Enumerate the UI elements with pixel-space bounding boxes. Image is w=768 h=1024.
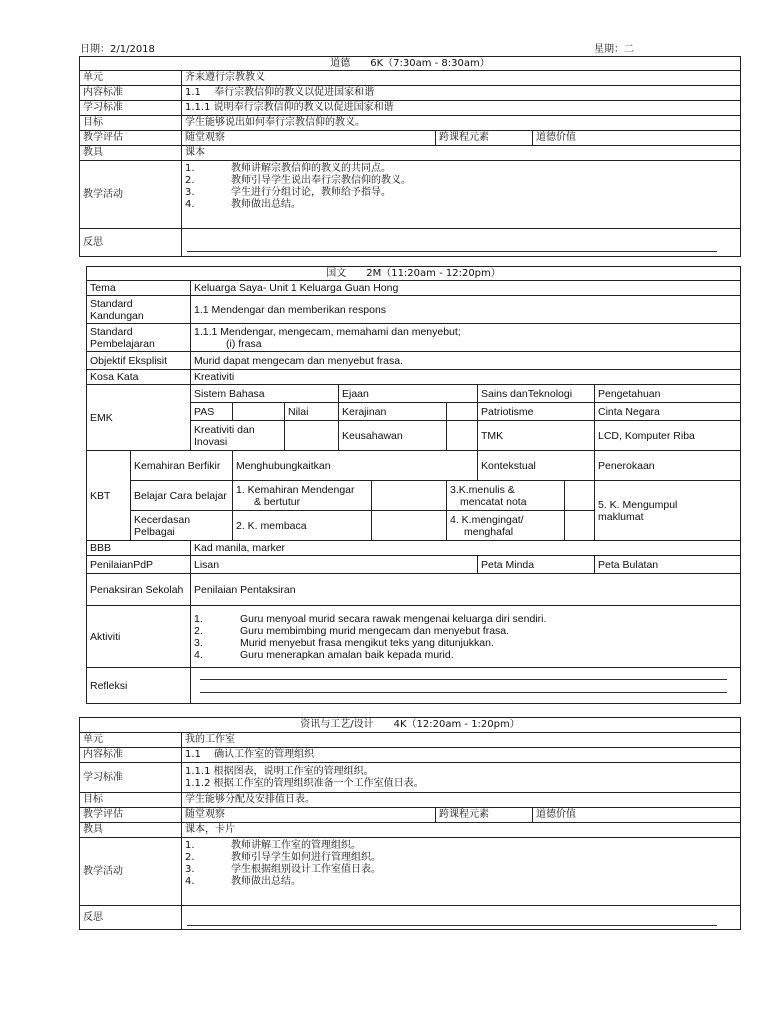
emk-kreativiti-inovasi: Kreativiti dan Inovasi (191, 421, 285, 451)
label-reflection: 反思 (80, 229, 182, 257)
emk-patriotisme: Patriotisme (478, 403, 595, 421)
emk-keusahawan: Keusahawan (339, 421, 447, 451)
pdp-peta-minda: Peta Minda (478, 556, 595, 574)
moral-unit: 齐来遵行宗教教义 (182, 71, 741, 86)
emk-pas-value (233, 403, 285, 421)
malay-aktiviti (191, 606, 741, 668)
kbt-kemahiran-berfikir: Kemahiran Berfikir (131, 451, 233, 481)
emk-sains-teknologi: Sains danTeknologi (478, 385, 595, 403)
kbt-menulis: 3.K.menulis & mencatat nota (447, 481, 565, 511)
label-penilaian-pdp: PenilaianPdP (87, 556, 191, 574)
ict-unit: 我的工作室 (182, 733, 741, 748)
ict-reflection[interactable] (182, 906, 741, 930)
malay-title: 国文 2M（11:20am - 12:20pm） (87, 267, 741, 281)
ict-objective: 学生能够分配及安排值日表。 (182, 793, 741, 808)
label-sp: Standard Pembelajaran (87, 324, 191, 352)
malay-refleksi[interactable] (191, 668, 741, 704)
label-learning: 学习标准 (80, 101, 182, 116)
kbt-kecerdasan-pelbagai: Kecerdasan Pelbagai (131, 511, 233, 541)
activity-item: 3. 学生进行分组讨论，教师给予指导。 (185, 187, 391, 198)
label-activities: 教学活动 (80, 161, 182, 229)
label-kk: Kosa Kata (87, 370, 191, 385)
emk-nilai: Nilai (285, 403, 339, 421)
activity-item: 1. 教师讲解宗教信仰的教义的共同点。 (185, 163, 391, 174)
label-tema: Tema (87, 281, 191, 296)
moral-aids: 课本 (182, 146, 741, 161)
ict-aids: 课本，卡片 (182, 823, 741, 838)
kbt-mengingat-value (565, 511, 595, 541)
malay-lesson-table (86, 280, 741, 704)
emk-lcd: LCD, Komputer Riba (595, 421, 741, 451)
moral-activities (182, 161, 741, 229)
activity-item: 4. 教师做出总结。 (185, 199, 301, 210)
label-unit: 单元 (80, 733, 182, 748)
activity-item: 3. 学生根据组别设计工作室值日表。 (185, 864, 381, 875)
ict-content: 1.1 确认工作室的管理组织 (182, 748, 741, 763)
aktiviti-item: 4. Guru menerapkan amalan baik kepada murid. (194, 648, 454, 661)
label-bbb: BBB (87, 541, 191, 556)
pdp-lisan: Lisan (191, 556, 478, 574)
label-kbt: KBT (87, 451, 131, 541)
label-emk: EMK (87, 385, 191, 451)
label-refleksi: Refleksi (87, 668, 191, 704)
malay-sk: 1.1 Mendengar dan memberikan respons (191, 296, 741, 324)
emk-ejaan: Ejaan (339, 385, 478, 403)
emk-sistem-bahasa: Sistem Bahasa (191, 385, 339, 403)
activity-item: 2. 教师引导学生说出奉行宗教信仰的教义。 (185, 175, 411, 186)
label-oe: Objektif Eksplisit (87, 352, 191, 370)
moral-objective: 学生能够说出如何奉行宗教信仰的教义。 (182, 116, 741, 131)
activity-item: 1. 教师讲解工作室的管理组织。 (185, 840, 361, 851)
aktiviti-item: 1. Guru menyoal murid secara rawak mengenai keluarga diri sendiri. (194, 612, 547, 625)
pdp-peta-bulatan: Peta Bulatan (595, 556, 741, 574)
malay-tema: Keluarga Saya- Unit 1 Keluarga Guan Hong (191, 281, 741, 296)
emk-pas: PAS (191, 403, 233, 421)
malay-oe: Murid dapat mengecam dan menyebut frasa. (191, 352, 741, 370)
moral-reflection[interactable] (182, 229, 741, 257)
date-label: 日期：2/1/2018 (80, 44, 155, 55)
label-cross: 跨课程元素 (436, 131, 533, 146)
moral-assessment: 随堂观察 (182, 131, 436, 146)
kbt-menghubungkaitkan: Menghubungkaitkan (233, 451, 478, 481)
kbt-penerokaan: Penerokaan (595, 451, 741, 481)
ict-learning: 1.1.1 根据图表，说明工作室的管理组织。 1.1.2 根据工作室的管理组织准备一个工作室值日表。 (182, 763, 741, 793)
label-content: 内容标准 (80, 748, 182, 763)
kbt-mengumpul-maklumat: 5. K. Mengumpul maklumat (595, 481, 741, 541)
emk-kerajinan: Kerajinan (339, 403, 447, 421)
kbt-membaca-value (372, 511, 447, 541)
emk-tmk: TMK (478, 421, 595, 451)
label-cross: 跨课程元素 (436, 808, 533, 823)
label-activities: 教学活动 (80, 838, 182, 906)
label-aids: 教具 (80, 146, 182, 161)
malay-sp: 1.1.1 Mendengar, mengecam, memahami dan menyebut; (i) frasa (191, 324, 741, 352)
kbt-kemahiran-mendengar: 1. Kemahiran Mendengar & bertutur (233, 481, 372, 511)
label-objective: 目标 (80, 116, 182, 131)
label-aids: 教具 (80, 823, 182, 838)
label-assessment: 教学评估 (80, 808, 182, 823)
kbt-menulis-value (565, 481, 595, 511)
malay-title-table (86, 266, 741, 281)
emk-kerajinan-value (447, 403, 478, 421)
moral-learning: 1.1.1 说明奉行宗教信仰的教义以促进国家和谐 (182, 101, 741, 116)
label-learning: 学习标准 (80, 763, 182, 793)
label-sk: Standard Kandungan (87, 296, 191, 324)
kbt-belajar-cara-belajar: Belajar Cara belajar (131, 481, 233, 511)
activity-item: 2. 教师引导学生如何进行管理组织。 (185, 852, 381, 863)
moral-title: 道德 6K（7:30am - 8:30am） (80, 57, 741, 71)
emk-pengetahuan: Pengetahuan (595, 385, 741, 403)
label-objective: 目标 (80, 793, 182, 808)
malay-bbb: Kad manila, marker (191, 541, 741, 556)
activity-item: 4. 教师做出总结。 (185, 876, 301, 887)
label-content: 内容标准 (80, 86, 182, 101)
aktiviti-item: 3. Murid menyebut frasa mengikut teks yang ditunjukkan. (194, 636, 494, 649)
label-unit: 单元 (80, 71, 182, 86)
ict-lesson-table (79, 717, 741, 930)
kbt-km-value (372, 481, 447, 511)
kbt-membaca: 2. K. membaca (233, 511, 372, 541)
moral-cross-value: 道德价值 (533, 131, 741, 146)
emk-keusahawan-value (447, 421, 478, 451)
kbt-kontekstual: Kontekstual (478, 451, 595, 481)
weekday-label: 星期：二 (594, 44, 634, 55)
malay-kk: Kreativiti (191, 370, 741, 385)
emk-ki-value (285, 421, 339, 451)
moral-content: 1.1 奉行宗教信仰的教义以促进国家和谐 (182, 86, 741, 101)
malay-penaksiran: Penilaian Pentaksiran (191, 574, 741, 606)
label-assessment: 教学评估 (80, 131, 182, 146)
label-aktiviti: Aktiviti (87, 606, 191, 668)
aktiviti-item: 2. Guru membimbing murid mengecam dan menyebut frasa. (194, 624, 510, 637)
ict-assessment: 随堂观察 (182, 808, 436, 823)
ict-activities (182, 838, 741, 906)
moral-lesson-table (79, 56, 741, 257)
label-penaksiran-sekolah: Penaksiran Sekolah (87, 574, 191, 606)
ict-cross-value: 道德价值 (533, 808, 741, 823)
kbt-mengingat: 4. K.mengingat/ menghafal (447, 511, 565, 541)
ict-title: 资讯与工艺/设计 4K（12:20am - 1:20pm） (80, 718, 741, 733)
emk-cinta-negara: Cinta Negara (595, 403, 741, 421)
label-reflection: 反思 (80, 906, 182, 930)
